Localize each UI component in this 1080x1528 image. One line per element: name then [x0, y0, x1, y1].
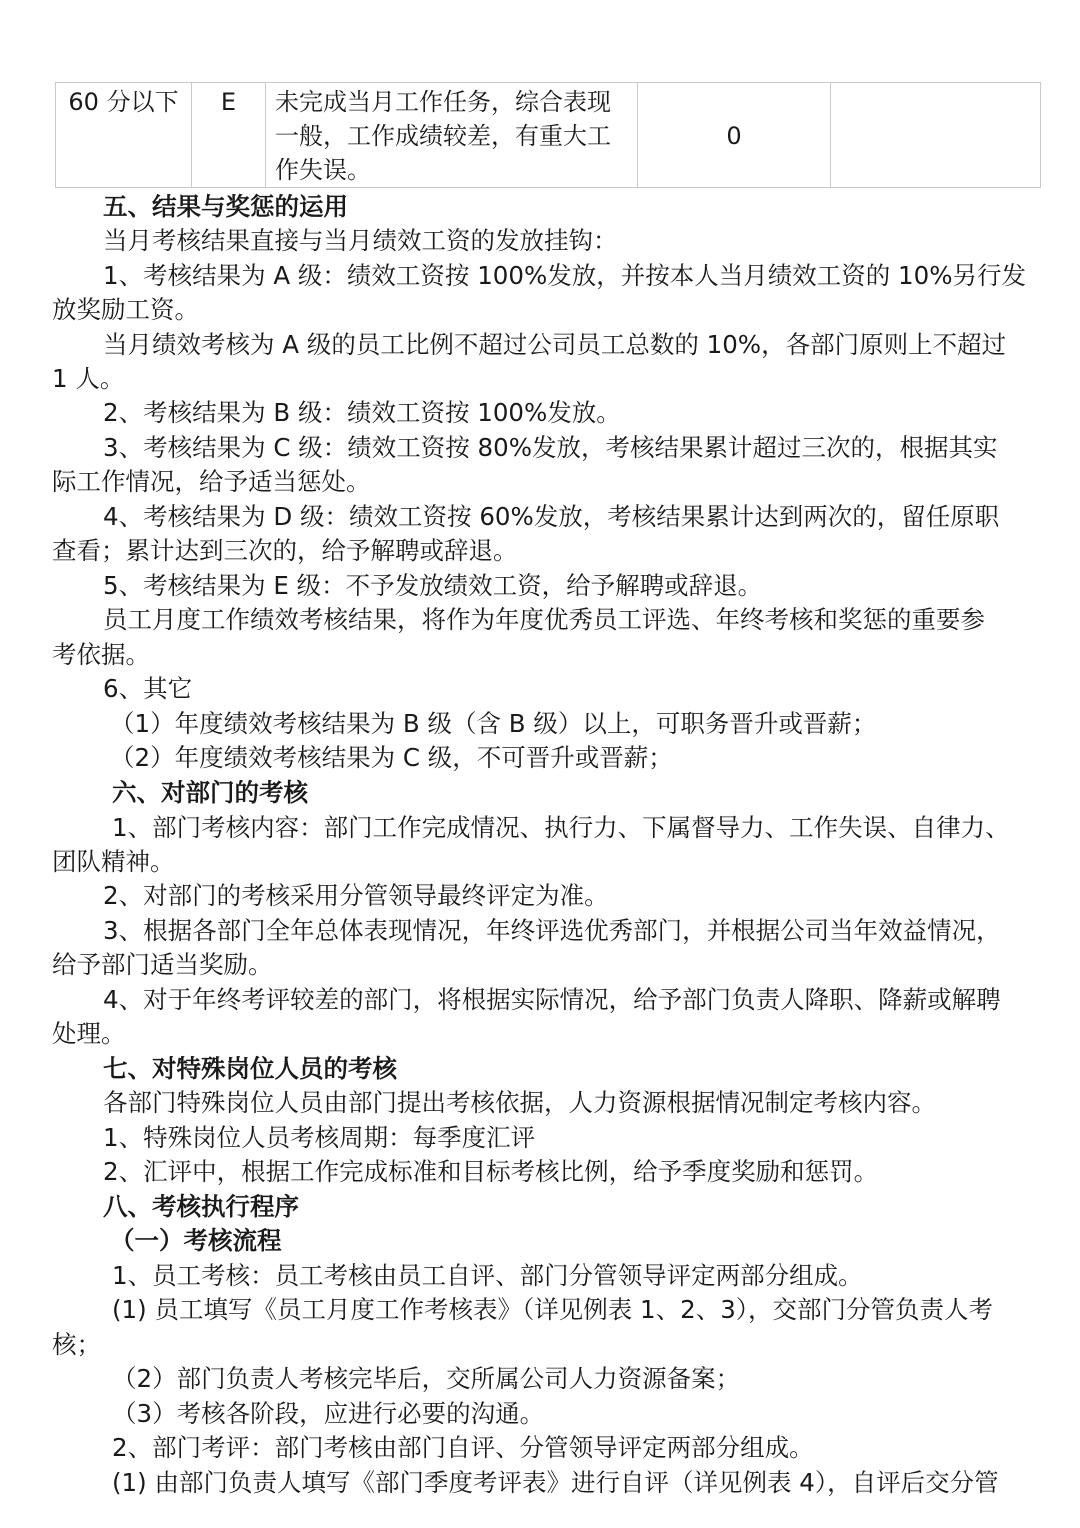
- paragraph-line: （1）年度绩效考核结果为 B 级（含 B 级）以上，可职务晋升或晋薪；: [110, 709, 877, 738]
- paragraph-line: (1) 员工填写《员工月度工作考核表》（详见例表 1、2、3），交部门分管负责人考: [112, 1295, 994, 1324]
- paragraph-line: 核；: [52, 1330, 101, 1359]
- section-heading-8: 八、考核执行程序: [103, 1192, 299, 1221]
- paragraph-line: 1、考核结果为 A 级：绩效工资按 100%发放，并按本人当月绩效工资的 10%另行发: [103, 261, 1026, 290]
- paragraph-line: 2、汇评中，根据工作完成标准和目标考核比例，给予季度奖励和惩罚。: [103, 1157, 879, 1186]
- paragraph-line: (1) 由部门负责人填写《部门季度考评表》进行自评（详见例表 4），自评后交分管: [112, 1468, 999, 1497]
- paragraph-line: （2）年度绩效考核结果为 C 级，不可晋升或晋薪；: [110, 743, 673, 772]
- paragraph-line: 1 人。: [52, 364, 125, 393]
- coefficient-cell: 0: [638, 83, 831, 188]
- paragraph-line: 5、考核结果为 E 级：不予发放绩效工资，给予解聘或辞退。: [103, 571, 763, 600]
- section-heading-7: 七、对特殊岗位人员的考核: [103, 1054, 397, 1083]
- paragraph-line: 查看；累计达到三次的，给予解聘或辞退。: [52, 536, 518, 565]
- paragraph-line: 当月绩效考核为 A 级的员工比例不超过公司员工总数的 10%，各部门原则上不超过: [103, 330, 1007, 359]
- paragraph-line: 3、考核结果为 C 级：绩效工资按 80%发放，考核结果累计超过三次的，根据其实: [103, 433, 998, 462]
- section-heading-6: 六、对部门的考核: [112, 778, 308, 807]
- paragraph-line: 团队精神。: [52, 847, 175, 876]
- paragraph-line: 处理。: [52, 1019, 126, 1048]
- section-heading-5: 五、结果与奖惩的运用: [103, 192, 348, 221]
- table-row: [56, 83, 1041, 188]
- paragraph-line: 1、部门考核内容：部门工作完成情况、执行力、下属督导力、工作失误、自律力、: [112, 813, 1010, 842]
- paragraph-line: （3）考核各阶段，应进行必要的沟通。: [112, 1399, 545, 1428]
- paragraph-line: 员工月度工作绩效考核结果，将作为年度优秀员工评选、年终考核和奖惩的重要参: [103, 605, 985, 634]
- grade-table: [55, 82, 1041, 188]
- paragraph-line: 4、对于年终考评较差的部门，将根据实际情况，给予部门负责人降职、降薪或解聘: [103, 985, 1001, 1014]
- paragraph-line: 6、其它: [103, 674, 193, 703]
- subsection-heading: （一）考核流程: [110, 1226, 282, 1255]
- description-cell: 未完成当月工作任务，综合表现一般，工作成绩较差，有重大工作失误。: [266, 83, 638, 188]
- paragraph-line: 给予部门适当奖励。: [52, 950, 273, 979]
- paragraph-line: 1、特殊岗位人员考核周期：每季度汇评: [103, 1123, 536, 1152]
- paragraph-line: 2、部门考评：部门考核由部门自评、分管领导评定两部分组成。: [112, 1433, 814, 1462]
- score-cell: 60 分以下: [56, 83, 192, 188]
- note-cell: [831, 83, 1041, 188]
- paragraph-line: 1、员工考核：员工考核由员工自评、部门分管领导评定两部分组成。: [112, 1261, 863, 1290]
- grade-cell: E: [192, 83, 266, 188]
- paragraph-line: （2）部门负责人考核完毕后，交所属公司人力资源备案；: [112, 1364, 741, 1393]
- paragraph-line: 2、考核结果为 B 级：绩效工资按 100%发放。: [103, 398, 621, 427]
- paragraph-line: 放奖励工资。: [52, 295, 199, 324]
- paragraph-line: 际工作情况，给予适当惩处。: [52, 467, 371, 496]
- paragraph-line: 4、考核结果为 D 级：绩效工资按 60%发放，考核结果累计达到两次的，留任原职: [103, 502, 1000, 531]
- paragraph-line: 各部门特殊岗位人员由部门提出考核依据，人力资源根据情况制定考核内容。: [103, 1088, 936, 1117]
- paragraph-line: 2、对部门的考核采用分管领导最终评定为准。: [103, 881, 609, 910]
- paragraph-line: 当月考核结果直接与当月绩效工资的发放挂钩：: [103, 226, 618, 255]
- paragraph-line: 考依据。: [52, 640, 150, 669]
- paragraph-line: 3、根据各部门全年总体表现情况，年终评选优秀部门，并根据公司当年效益情况，: [103, 916, 1001, 945]
